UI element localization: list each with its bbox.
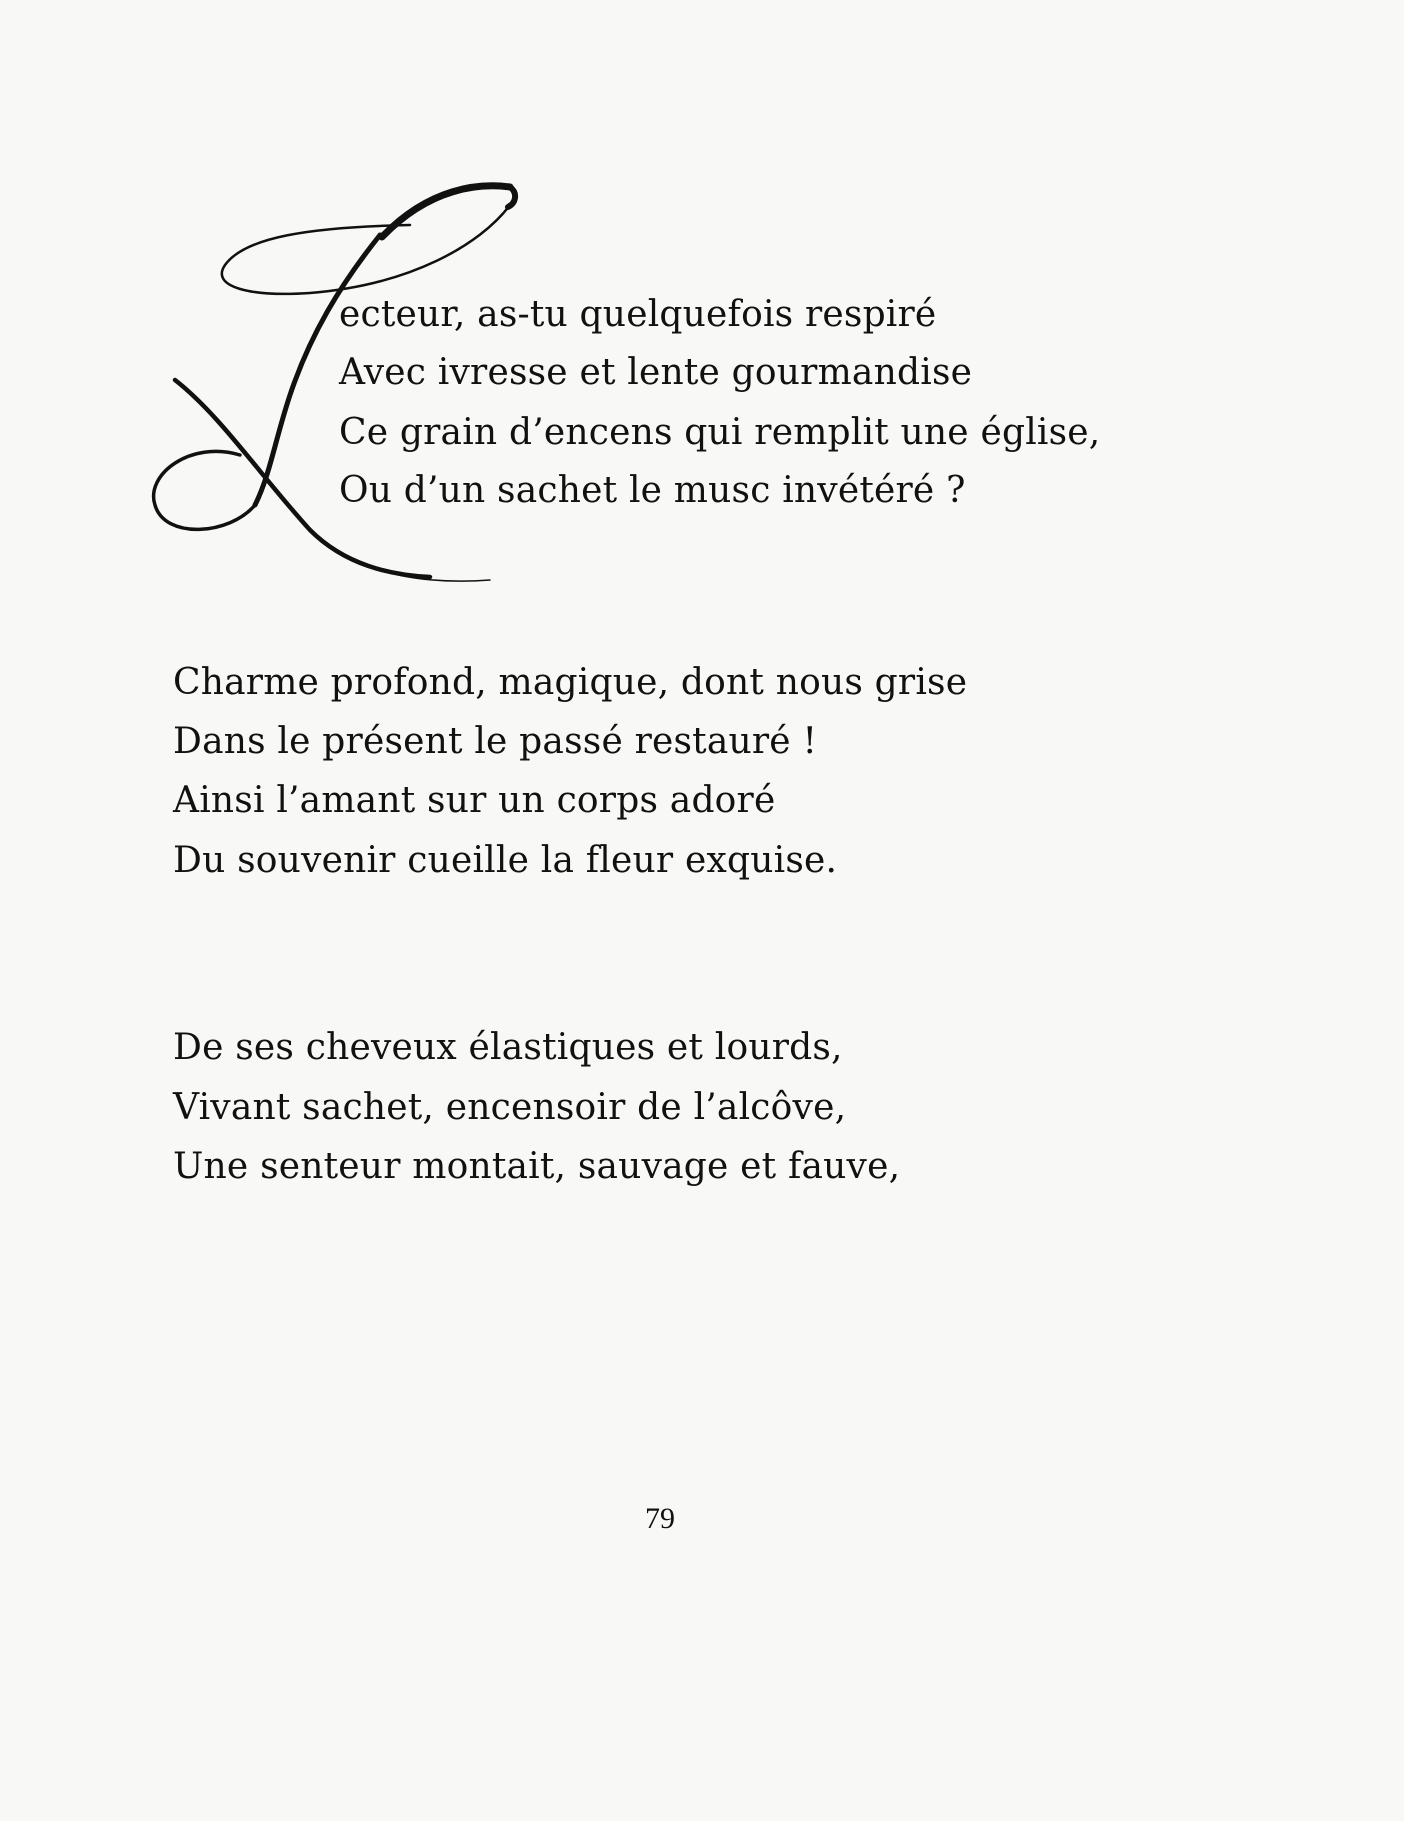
stanza-1-line-3: Ce grain d’encens qui remplit une église,: [339, 412, 1101, 453]
stanza-3-line-1: De ses cheveux élastiques et lourds,: [173, 1027, 843, 1068]
stanza-3-line-3: Une senteur montait, sauvage et fauve,: [173, 1146, 901, 1187]
stanza-1-line-4: Ou d’un sachet le musc invétéré ?: [339, 470, 966, 511]
page-number: 79: [645, 1502, 675, 1535]
drop-cap-letter: [80, 175, 520, 615]
stanza-1-line-2: Avec ivresse et lente gourmandise: [339, 352, 973, 393]
stanza-2-line-2: Dans le présent le passé restauré !: [173, 721, 818, 762]
stanza-3-line-2: Vivant sachet, encensoir de l’alcôve,: [173, 1087, 847, 1128]
stanza-2-line-1: Charme profond, magique, dont nous grise: [173, 662, 968, 703]
stanza-2-line-3: Ainsi l’amant sur un corps adoré: [173, 780, 776, 821]
stanza-2-line-4: Du souvenir cueille la fleur exquise.: [173, 840, 838, 881]
stanza-1-line-1: ecteur, as-tu quelquefois respiré: [339, 294, 937, 335]
